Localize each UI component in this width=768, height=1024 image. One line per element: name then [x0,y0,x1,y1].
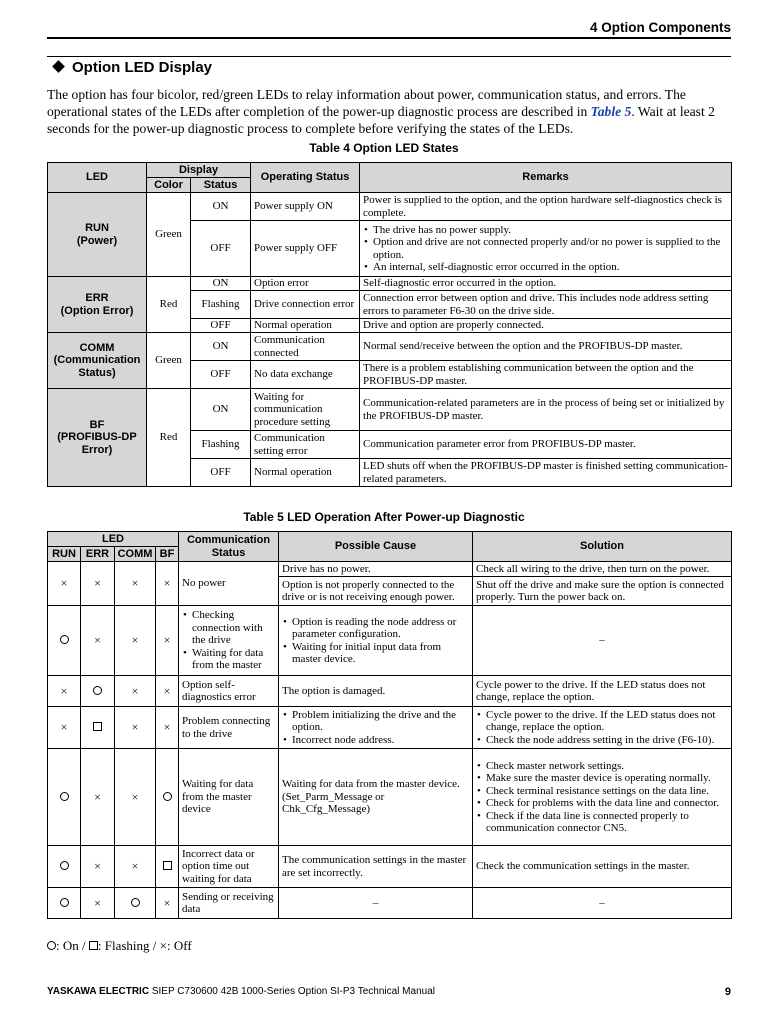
cell-text: Waiting for data from the master device [182,778,254,816]
circle-on-icon [131,898,140,907]
led-state [48,676,81,707]
bullet-item: • Check the node address setting in the drive (F6-10). [486,734,728,747]
led-state [81,749,115,846]
communication-status [179,606,279,676]
led-state [156,888,179,919]
led-status: ON [191,389,251,431]
table-row [48,846,732,888]
remarks [360,333,732,361]
led-state [81,888,115,919]
table-row [48,333,732,361]
cell-text: Sending or receiving data [182,890,274,915]
col-run: RUN [48,547,81,562]
led-state [156,606,179,676]
cell-text: Check the communication settings in the master. [476,860,690,873]
led-name [48,193,147,277]
led-state [81,676,115,707]
operating-status: Power supply OFF [251,221,360,277]
led-state [115,606,156,676]
bullet-list [282,616,469,666]
communication-status [179,676,279,707]
cross-off-icon: × [94,633,101,648]
led-state [156,707,179,749]
solution [473,749,732,846]
remarks [360,361,732,389]
cell-text: Communication-related parameters are in the process of being set or initialized by the PROFIBUS-DP master. [363,397,725,422]
table-row [48,749,732,846]
operating-status: Communication connected [251,333,360,361]
col-comm: COMM [115,547,156,562]
bullet-item: • Make sure the master device is operating normally. [486,772,728,785]
intro-text-1: The option has four bicolor, red/green LEDs to relay information about power, communication status, and errors. The operational states of the LEDs after completion of the power-up diagnostic process are described in [47,87,686,119]
cell-text: Power is supplied to the option, and the option hardware self-diagnostics check is complete. [363,194,722,219]
bullet-list [182,609,275,672]
communication-status [179,888,279,919]
cross-off-icon: × [131,859,139,874]
remarks [360,459,732,487]
led-state [156,562,179,606]
table5-link[interactable]: Table 5 [590,104,632,119]
solution [473,606,732,676]
solution [473,676,732,707]
cross-off-icon: × [94,789,101,804]
led-color: Green [147,193,191,277]
circle-on-icon [60,861,69,870]
section-rule [47,56,731,57]
intro-text-2: . Wait at least 2 seconds for the power-up diagnostic process to complete before verifying the states of the LEDs. [47,104,715,136]
possible-cause [279,749,473,846]
table5 [47,531,732,919]
col-display: Display [147,163,251,178]
remarks [360,193,732,221]
square-flashing-icon [93,722,102,731]
cross-off-icon: × [163,633,171,648]
led-label: ERR [85,292,109,304]
table-row [48,277,732,291]
cell-text: Incorrect data or option time out waiting for data [182,847,255,885]
table-row [48,707,732,749]
possible-cause [279,888,473,919]
bullet-item: • Check terminal resistance settings on the data line. [486,785,728,798]
cell-text: Option self-diagnostics error [182,678,256,703]
cross-off-icon: × [163,576,171,591]
section-title [50,59,212,76]
cross-off-icon: × [60,720,68,735]
led-label: (Power) [76,234,118,247]
operating-status: No data exchange [251,361,360,389]
bullet-item: • Problem initializing the drive and the option. [292,709,469,734]
led-status: OFF [191,361,251,389]
col-led: LED [48,163,147,193]
operating-status: Normal operation [251,319,360,333]
table4 [47,162,732,487]
col-solution: Solution [473,532,732,562]
intro-paragraph [47,86,735,137]
led-state [48,888,81,919]
header-rule [47,37,731,39]
communication-status [179,749,279,846]
table-row [48,562,732,577]
remarks [360,221,732,277]
cross-off-icon: × [131,720,139,735]
led-state [115,846,156,888]
led-state [156,846,179,888]
cell-text: Drive and option are properly connected. [363,319,544,332]
led-status: ON [191,277,251,291]
possible-cause [279,562,473,577]
bullet-item: • Incorrect node address. [292,734,469,747]
communication-status [179,846,279,888]
solution [473,577,732,606]
cell-text: – [599,896,605,909]
cell-text: Connection error between option and drive. This includes node address setting errors to parameter F6-30 on the drive side. [363,292,709,317]
bullet-list [476,760,728,835]
col-cause: Possible Cause [279,532,473,562]
col-remarks: Remarks [360,163,732,193]
bullet-list [282,709,469,747]
col-bf: BF [156,547,179,562]
remarks [360,431,732,459]
table-row [48,389,732,431]
col-color: Color [147,178,191,193]
led-state [48,846,81,888]
cell-text: The option is damaged. [282,684,386,697]
led-label: (PROFIBUS-DP [57,431,137,444]
cross-off-icon: × [131,576,139,591]
led-status: OFF [191,221,251,277]
led-status: ON [191,333,251,361]
led-state [115,562,156,606]
col-comm-status: Communication Status [179,532,279,562]
square-flashing-icon [89,941,98,950]
operating-status: Normal operation [251,459,360,487]
operating-status: Communication setting error [251,431,360,459]
operating-status: Power supply ON [251,193,360,221]
led-state [115,749,156,846]
led-label: RUN [85,222,109,234]
led-state [48,562,81,606]
cross-off-icon: × [163,720,171,735]
led-label: Error) [81,443,113,456]
cell-text: Check all wiring to the drive, then turn on the power. [476,562,710,575]
possible-cause [279,676,473,707]
bullet-list [476,709,728,747]
bullet-item: • Checking connection with the drive [192,609,275,647]
bullet-item: • An internal, self-diagnostic error occurred in the option. [373,261,728,274]
square-flashing-icon [163,861,172,870]
cell-text: No power [182,577,226,590]
led-name [48,389,147,487]
circle-on-icon [60,898,69,907]
bullet-item: • Option is reading the node address or parameter configuration. [292,616,469,641]
cell-text: Cycle power to the drive. If the LED status does not change, replace the option. [476,678,706,703]
cell-text: Self-diagnostic error occurred in the option. [363,277,557,290]
led-status: Flashing [191,291,251,319]
bullet-item: • Check if the data line is connected properly to communication connector CN5. [486,810,728,835]
cell-text: Communication parameter error from PROFIBUS-DP master. [363,438,636,451]
cell-text: LED shuts off when the PROFIBUS-DP master is finished setting communication-related parameters. [363,460,728,485]
cross-off-icon: × [94,895,101,910]
remarks [360,319,732,333]
cross-off-icon: × [163,683,171,698]
led-name [48,277,147,333]
cell-text: Shut off the drive and make sure the option is connected properly. Turn the power back on. [476,578,724,603]
circle-on-icon [163,792,172,801]
led-label: (Communication [53,354,141,367]
table-row [48,606,732,676]
circle-on-icon [60,792,69,801]
circle-on-icon [47,941,56,950]
cross-off-icon: × [60,683,68,698]
communication-status [179,707,279,749]
footer-doc: SIEP C730600 42B 1000-Series Option SI-P3 Technical Manual [149,986,435,997]
header-row [48,532,732,547]
cell-text: Option is not properly connected to the drive or is not receiving enough power. [282,578,455,603]
symbol-legend [47,938,192,954]
led-color: Red [147,277,191,333]
operating-status: Option error [251,277,360,291]
operating-status: Drive connection error [251,291,360,319]
cross-off-icon: × [94,576,101,591]
led-state [115,888,156,919]
led-status: OFF [191,459,251,487]
cross-off-icon: × [60,576,68,591]
cross-off-icon: × [131,633,139,648]
led-state [81,846,115,888]
possible-cause [279,577,473,606]
remarks [360,291,732,319]
circle-on-icon [93,686,102,695]
bullet-item: • Cycle power to the drive. If the LED status does not change, replace the option. [486,709,728,734]
cross-off-icon: × [163,895,171,910]
led-name [48,333,147,389]
solution [473,846,732,888]
cross-off-icon: × [159,938,167,953]
cell-text: Normal send/receive between the option and the PROFIBUS-DP master. [363,340,683,353]
led-label: (Option Error) [60,304,134,317]
running-header: 4 Option Components [590,20,731,35]
circle-on-icon [60,635,69,644]
table-row [48,888,732,919]
bullet-item: • Waiting for data from the master [192,647,275,672]
led-state [115,676,156,707]
header-row [48,163,732,178]
cell-text: – [372,896,379,909]
remarks [360,389,732,431]
table5-caption: Table 5 LED Operation After Power-up Diagnostic [243,510,525,524]
led-state [156,749,179,846]
led-status: OFF [191,319,251,333]
section-title-text: Option LED Display [72,59,213,76]
legend-on: : On / [56,938,89,953]
led-state [48,749,81,846]
led-label: Status) [78,366,116,379]
cell-text: – [599,634,605,647]
solution [473,888,732,919]
table-row [48,193,732,221]
remarks [360,277,732,291]
led-color: Red [147,389,191,487]
bullet-item: • The drive has no power supply. [373,224,728,237]
solution [473,707,732,749]
solution [473,562,732,577]
col-err: ERR [81,547,115,562]
legend-off: : Off [166,938,192,953]
col-operating: Operating Status [251,163,360,193]
bullet-item: • Check for problems with the data line and connector. [486,797,728,810]
communication-status [179,562,279,606]
table-row [48,676,732,707]
possible-cause [279,707,473,749]
bullet-item: • Check master network settings. [486,760,728,773]
possible-cause [279,846,473,888]
footer [47,986,435,997]
led-label: BF [89,418,105,431]
bullet-item: • Option and drive are not connected properly and/or no power is supplied to the option. [373,236,728,261]
possible-cause [279,606,473,676]
led-state [48,606,81,676]
table4-caption: Table 4 Option LED States [309,141,459,155]
cell-text: Drive has no power. [282,562,371,575]
bullet-list [363,224,728,274]
cell-text: Waiting for data from the master device. (Set_Parm_Message or Chk_Cfg_Message) [282,778,460,816]
legend-flashing: : Flashing / [97,938,160,953]
diamond-bullet-icon [52,60,65,73]
led-label: COMM [79,341,115,354]
cross-off-icon: × [131,683,139,698]
cross-off-icon: × [131,789,139,804]
led-color: Green [147,333,191,389]
led-status: Flashing [191,431,251,459]
col-led: LED [48,532,179,547]
led-state [115,707,156,749]
cell-text: The communication settings in the master are set incorrectly. [282,854,467,879]
footer-brand: YASKAWA ELECTRIC [47,986,150,997]
bullet-item: • Waiting for initial input data from master device. [292,641,469,666]
led-status: ON [191,193,251,221]
led-state [48,707,81,749]
operating-status: Waiting for communication procedure setting [251,389,360,431]
cell-text: There is a problem establishing communication between the option and the PROFIBUS-DP master. [363,362,694,387]
led-state [81,562,115,606]
led-state [156,676,179,707]
cross-off-icon: × [94,859,101,874]
col-status: Status [191,178,251,193]
page-number: 9 [724,986,731,998]
cell-text: Problem connecting to the drive [182,715,271,740]
led-state [81,707,115,749]
led-state [81,606,115,676]
